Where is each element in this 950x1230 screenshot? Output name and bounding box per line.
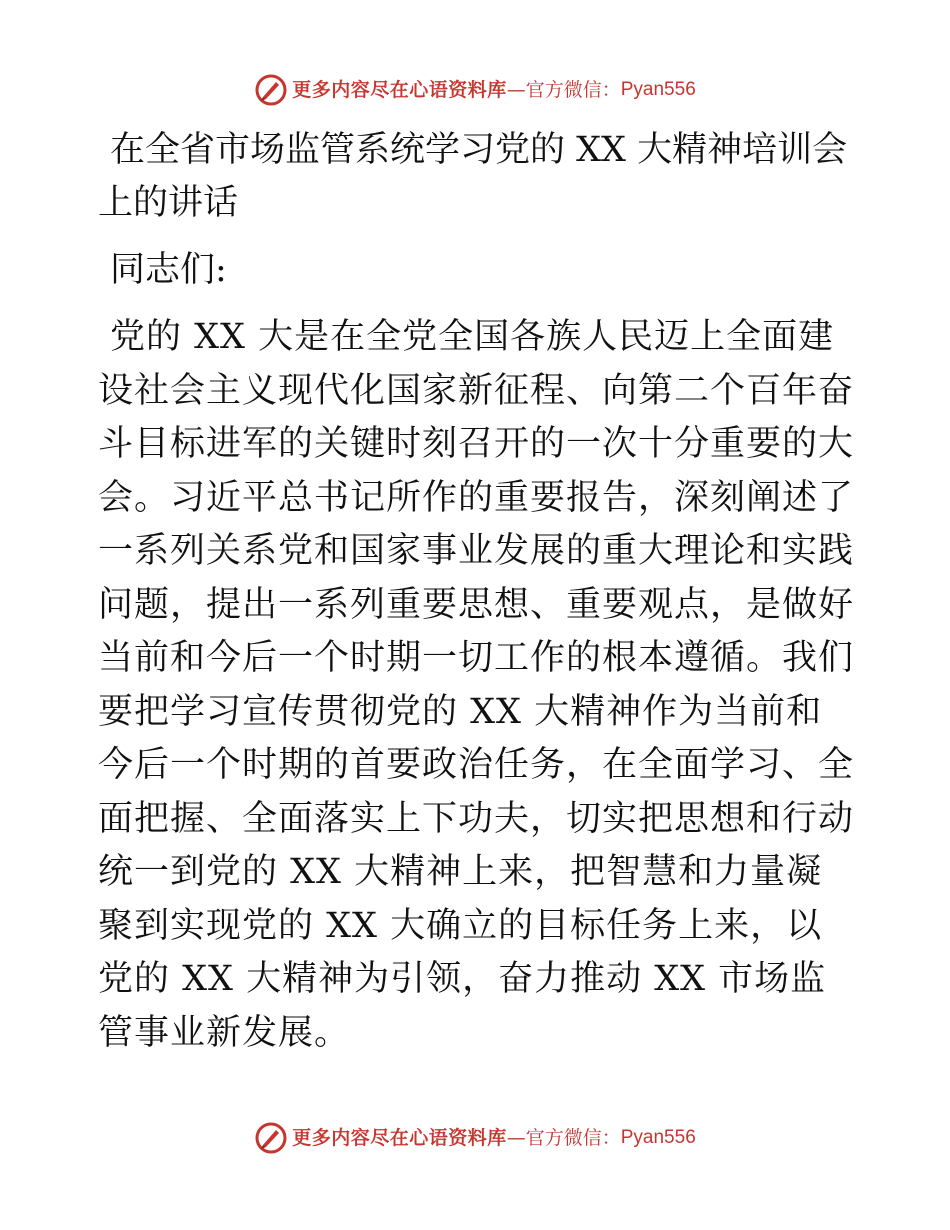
watermark-brand-text: 更多内容尽在心语资料库 [292, 1127, 507, 1149]
salutation: 同志们: [110, 250, 227, 290]
header-watermark [0, 70, 950, 110]
red-quill-seal-icon [254, 73, 288, 107]
red-quill-seal-icon [254, 1121, 288, 1155]
watermark-dash: — [506, 79, 526, 101]
watermark-wechat-id: Pyan556 [620, 79, 696, 100]
footer-watermark [0, 1118, 950, 1158]
watermark-channel-text: 官方微信： [525, 79, 621, 101]
paragraph-1: 党的 XX 大是在全党全国各族人民迈上全面建设社会主义现代化国家新征程、向第二个百年奋斗目标进军的关键时刻召开的一次十分重要的大会。习近平总书记所作的重要报告，深刻阐述了一系列关系党和国家事业发展的重大理论和实践问题，提出一系列重要思想、重要观点，是做好当前和今后一个时期一切工作的根本遵循。我们要把学习宣传贯彻党的 XX 大精神作为当前和今后一个时期的首要政治任务，在全面学习、全面把握、全面落实上下功夫，切实把思想和行动统一到党的 XX 大精神上来，把智慧和力量凝聚到实现党的 XX 大确立的目标任务上来，以党的 XX 大精神为引领，奋力推动 XX 市场监管事业新发展。 [98, 317, 855, 1053]
watermark-channel-text: 官方微信： [525, 1127, 621, 1149]
document-title: 在全省市场监管系统学习党的 XX 大精神培训会上的讲话 [98, 130, 848, 223]
watermark-brand-text: 更多内容尽在心语资料库 [292, 79, 507, 101]
document-body [98, 124, 858, 1060]
watermark-dash: — [506, 1127, 526, 1149]
watermark-wechat-id: Pyan556 [620, 1127, 696, 1148]
